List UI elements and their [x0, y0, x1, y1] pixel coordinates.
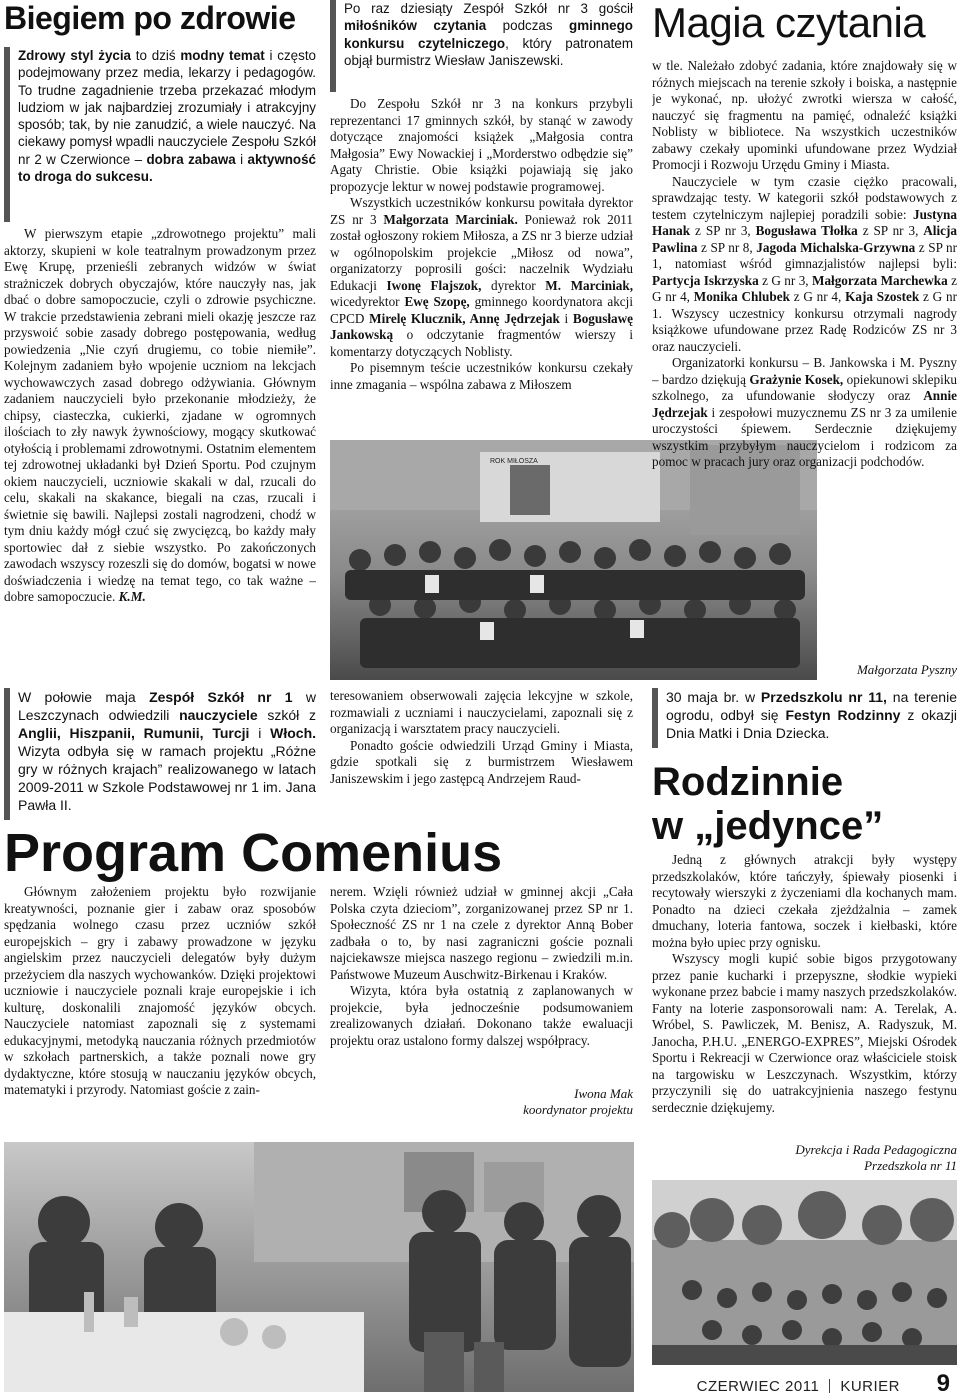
article1-signature: K.M. — [118, 589, 146, 604]
article4-festival-photo — [652, 1180, 957, 1365]
footer-separator — [829, 1379, 830, 1393]
article3-meeting-photo — [4, 1142, 634, 1392]
page-number: 9 — [936, 1370, 950, 1397]
article1-lead: Zdrowy styl życia to dziś modny temat i często podejmowany przez media, lekarzy i pedagogów. To trudne zagadnienie trzeba przekazać młodym ludziom w jak najbardziej zrozumiały i atrakcyjny sposób; tak, by nie zanudzić, a wiele nauczyć. Na ciekawy pomysł wpadli nauczyciele Zespołu Szkół nr 2 w Czerwionce – dobra zabawa i aktywność to droga do sukcesu. — [4, 47, 316, 222]
article2-col2-text: w tle. Należało zdobyć zadania, które znajdowały się w różnych miejscach na terenie szkoły i boiska, a następnie je wykonać, np. ułożyć zwrotki wiersza w całość, nauczyć się fragmentu na pamięć, odnaleźć książki Noblisty w bibliotece. Na wszystkich uczestników zabawy czekały upominki ufundowane przez Wydział Promocji i Rozwoju Urzędu Gminy i Miasta. Nauczyciele w tym czasie ciężko pracowali, sprawdzając testy. W kategorii szkół podstawowych z testem czytelniczym najlepiej poradzili sobie: Justyna Hanak z SP nr 3, Bogusława Tłołka z SP nr 3, Alicja Pawlina z SP nr 8, Jagoda Michalska-Grzywna z SP nr 1, natomiast wśród gimnazjalistów najlepsi byli: Partycja Iskrzyska z G nr 3, Małgorzata Marchewka z G nr 4, Monika Chlubek z G nr 4, Kaja Szostek z G nr 1. Wszyscy uczestnicy konkursu otrzymali nagrody książkowe ufundowane przez Radę Rodziców ZS nr 3 oraz nauczycieli. Organizatorki konkursu – B. Jankowska i M. Pyszny – bardzo dziękują Grażynie Kosek, opiekunowi sklepiku szkolnego, za ufundowanie słodyczy oraz Annie Jędrzejak i zespołowi muzycznemu ZS nr 3 za umilenie uroczystości śpiewem. Serdecznie dziękujemy wszystkim przybyłym nauczycielom i rodzicom za pomoc w pracach jury oraz organizacji podchodów. — [652, 58, 957, 469]
article3-title: Program Comenius — [4, 826, 503, 882]
article3-col1: Głównym założeniem projektu było rozwijanie kreatywności, poznanie gier i zabaw oraz sposobów spędzania wolnego czasu przez uczniów szkół europejskich – gry i zabawy prowadzone w języku angielskim przez nauczycieli delegatów były dużym przeżyciem dla naszych wychowanków. Dzięki projektowi uczniowie i nauczyciele poznali kraje europejskie i ich kulturę, doskonalili znajomość języków obcych. Nauczyciele natomiast zapoznali się z systemami edukacyjnymi, metodyką nauczania różnych przedmiotów w szkołach partnerskich, a także poznali nowe gry dydaktyczne, które stosują w nauczaniu języków obcych, matematyki i przyrody. Natomiast goście z zain- — [4, 884, 316, 1097]
article4-title — [652, 760, 957, 850]
article4-signature-line1: Dyrekcja i Rada Pedagogiczna — [795, 1142, 957, 1157]
footer-issue — [697, 1378, 900, 1395]
footer-issue-date: CZERWIEC 2011 — [696, 1378, 820, 1395]
article4-signature — [652, 1142, 957, 1176]
footer-paper-name: KURIER — [840, 1378, 900, 1395]
article3-signature — [330, 1086, 633, 1120]
article1-body — [4, 226, 316, 670]
article3-lead: W połowie maja Zespół Szkół nr 1 w Leszczynach odwiedzili nauczyciele szkół z Anglii, Hiszpanii, Rumunii, Turcji i Włoch. Wizyta odbyła się w ramach projektu „Różne gry w różnych krajach” realizowanego w latach 2009-2011 w Szkole Podstawowej nr 1 im. Jana Pawła II. — [4, 688, 316, 820]
article3-col2a: teresowaniem obserwowali zajęcia lekcyjne w szkole, rozmawiali z uczniami i nauczycielami, zapoznali się z organizacją i warsztatem pracy nauczycieli. Ponadto goście odwiedzili Urząd Gminy i Miasta, gdzie spotkali się z burmistrzem Wiesławem Janiszewskim i jego zastępcą Andrzejem Raud- — [330, 688, 633, 786]
article4-title-line1: Rodzinnie — [652, 760, 844, 804]
article2-col2 — [652, 58, 957, 663]
photo-sign-text: ROK MIŁOSZA — [490, 458, 538, 465]
article2-signature: Małgorzata Pyszny — [856, 662, 957, 677]
article4-signature-line2: Przedszkola nr 11 — [864, 1158, 957, 1173]
article3-signature-role: koordynator projektu — [523, 1102, 633, 1117]
article2-col1: Do Zespołu Szkół nr 3 na konkurs przybyli reprezentanci 17 gminnych szkół, by stanąć w zawody dotyczące znajomości książek „Małgosia contra Małgosia” Ewy Nowackiej i „Morderstwo odbędzie się” Agaty Christie. Obie książki pojawiają się jako propozycje lektur w nowej podstawie programowej. Wszystkich uczestników konkursu powitała dyrektor ZS nr 3 Małgorzata Marciniak. Ponieważ rok 2011 został ogłoszony rokiem Miłosza, a ZS nr 3 bierze udział w ogólnopolskim projekcie „Miłosz od nowa”, organizatorzy poprosili gości: naczelnik Wydziału Edukacji Iwonę Flajszok, dyrektor M. Marciniak, wicedyrektor Ewę Szopę, gminnego koordynatora akcji CPCD Mirelę Klucznik, Annę Jędrzejak i Bogusławę Jankowską o odczytanie fragmentów wierszy i komentarzy dotyczących Noblisty. Po pisemnym teście uczestników konkursu czekały inne zmagania – wspólna zabawa z Miłoszem — [330, 96, 633, 392]
article3-signature-name: Iwona Mak — [574, 1086, 633, 1101]
article4-lead: 30 maja br. w Przedszkolu nr 11, na terenie ogrodu, odbył się Festyn Rodzinny z okazji Dnia Matki i Dnia Dziecka. — [652, 688, 957, 748]
article4-title-line2: w „jedynce” — [652, 804, 884, 848]
article1-title: Biegiem po zdrowie — [4, 2, 296, 36]
article1-body-text: W pierwszym etapie „zdrowotnego projektu” mali aktorzy, skupieni w kole teatralnym prowadzonym przez Ewę Krupę, przenieśli zebranych widzów w świat strażniczek dobrych obyczajów, które nauczyły nas, jak dbać o dobre samopoczucie, czyli o zdrowie psychiczne. W trakcie przedstawienia zebrani mieli okazję jeszcze raz przyswoić sobie zasady dobrego postępowania, według powiedzenia „Nie czyń drugiemu, co tobie niemiłe”. Kolejnym zadaniem było wpojenie uczniom na lekcjach wychowawczych zasad dobrego odżywiania. Głównym zadaniem nauczycieli było przekonanie młodzieży, że chipsy, ciasteczka, cukierki, zjadane w ogromnych ilościach to zły nawyk żywnościowy, mogący skutkować otyłością i problemami zdrowotnymi. Ostatnim elementem tej zdrowotnej układanki był Dzień Sportu. Pod czujnym okiem nauczycieli, uczniowie skakali w dal, rzucali do celu, skakali na skakance, biegali na czas, rzucali i świetnie się bawili. Najlepsi zostali nagrodzeni, chodź w tym dniu każdy mógł czuć się zwycięzcą, bo każdy mały sportowiec dał z siebie wszystko. Po zakończonych zawodach wszyscy rozeszli się do domów, bogatsi w nowe doświadczenia i wiedzę na temat tego, co tak ważne – dobre samopoczucie. — [4, 226, 316, 604]
article3-col2b: nerem. Wzięli również udział w gminnej akcji „Cała Polska czyta dzieciom”, zorganizowanej przez SP nr 1. Społeczność ZS nr 1 na czele z dyrektor Anną Bober zadbała o to, by nasi zagraniczni goście poznali najciekawsze miejsca naszego regionu – zwiedzili m.in. Państwowe Muzeum Auschwitz-Birkenau i Kraków. Wizyta, która była ostatnią z zaplanowanych w projekcie, była jednocześnie podsumowaniem zrealizowanych działań. Dokonano także ewaluacji projektu oraz ustalono formy dalszej współpracy. — [330, 884, 633, 1048]
article2-lead: Po raz dziesiąty Zespół Szkół nr 3 gościł miłośników czytania podczas gminnego konkursu czytelniczego, który patronatem objął burmistrz Wiesław Janiszewski. — [330, 0, 633, 92]
article4-body: Jedną z głównych atrakcji były występy przedszkolaków, które tańczyły, śpiewały piosenki i recytowały wierszyki z życzeniami dla kochanych mam. Ponadto na dzieci czekała zjeżdżalnia – zamek dmuchany, loteria fantowa, soczek i kiełbaski, które można było upiec przy ognisku. Wszyscy mogli kupić sobie bigos przygotowany przez panie kucharki i przepyszne, słodkie wypieki wykonane przez babcie i mamy naszych przedszkolaków. Fanty na loterie zasponsorowali nam: A. Terelak, A. Wróbel, S. Pawliczek, M. Benisz, A. Radyszuk, M. Janocha, P.H.U. „ENERGO-EXPRES”, Miejski Ośrodek Sportu i Rekreacji w Czerwionce oraz właściciele stoisk na targowisku w Leszczynach. Wszystkim, którzy przyczynili się do uatrakcyjnienia naszego festynu serdecznie dziękujemy. — [652, 852, 957, 1115]
article2-title: Magia czytania — [652, 2, 926, 46]
